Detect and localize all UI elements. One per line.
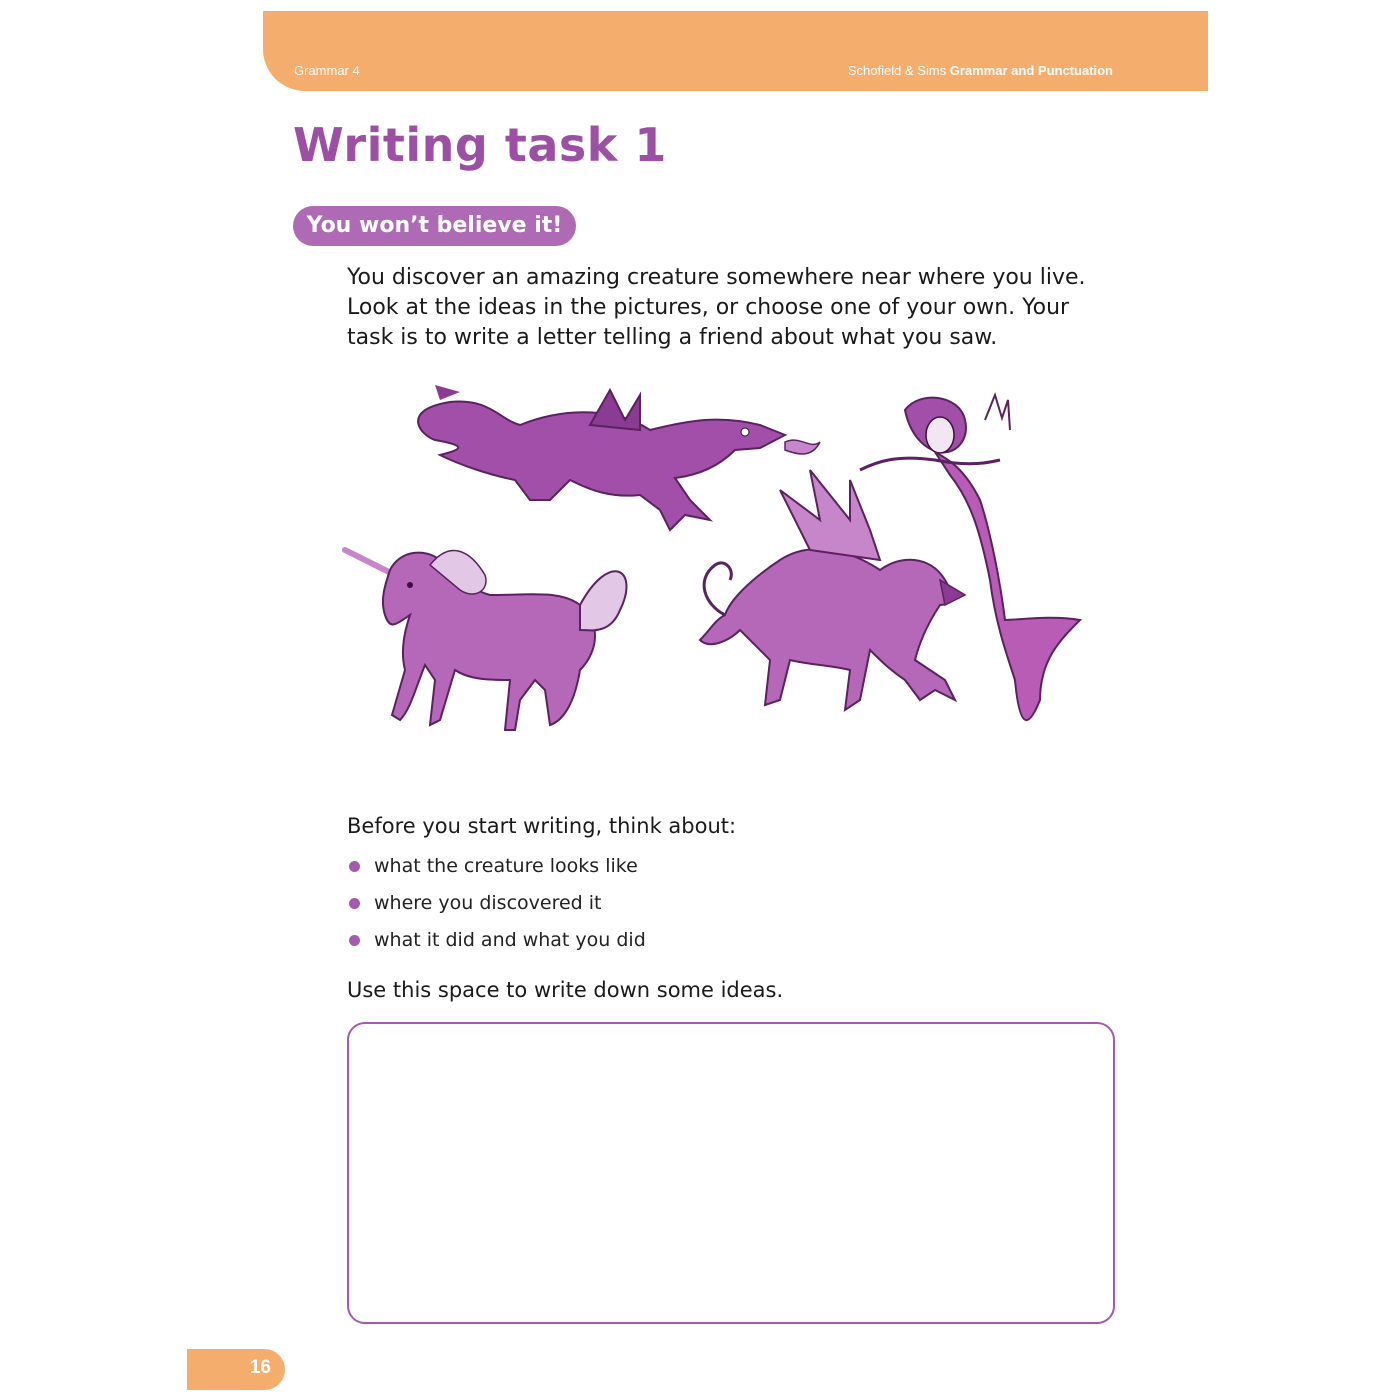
notes-heading: Use this space to write down some ideas. [347, 978, 784, 1002]
griffin-icon [700, 470, 965, 710]
subtitle-pill: You won’t believe it! [293, 206, 576, 246]
bullet-text: what it did and what you did [374, 929, 646, 951]
header-grammar-label: Grammar 4 [294, 63, 360, 78]
bullet-text: what the creature looks like [374, 855, 638, 877]
page-title: Writing task 1 [293, 118, 667, 172]
bullet-list [347, 851, 646, 962]
dragon-icon [418, 385, 820, 530]
list-item [347, 851, 646, 888]
page-number: 16 [249, 1357, 271, 1378]
publisher-name: Schofield & Sims [847, 63, 947, 78]
header-band [263, 11, 1208, 91]
task-instructions: You discover an amazing creature somewhere near where you live. Look at the ideas in the pictures, or choose one of your own. Your task is to write a letter telling a friend about what you saw. [347, 265, 1086, 350]
bullet-dot-icon [349, 861, 360, 872]
prompt-heading: Before you start writing, think about: [347, 814, 737, 838]
creature-illustrations [340, 380, 1110, 790]
bullet-dot-icon [349, 898, 360, 909]
list-item [347, 925, 646, 962]
notes-writing-area[interactable] [347, 1022, 1115, 1324]
bullet-dot-icon [349, 935, 360, 946]
list-item [347, 888, 646, 925]
page-number-tab [187, 1349, 285, 1390]
bullet-text: where you discovered it [374, 892, 602, 914]
unicorn-icon [345, 550, 626, 730]
series-name: Grammar and Punctuation [949, 63, 1113, 78]
header-series-label [848, 63, 1113, 78]
